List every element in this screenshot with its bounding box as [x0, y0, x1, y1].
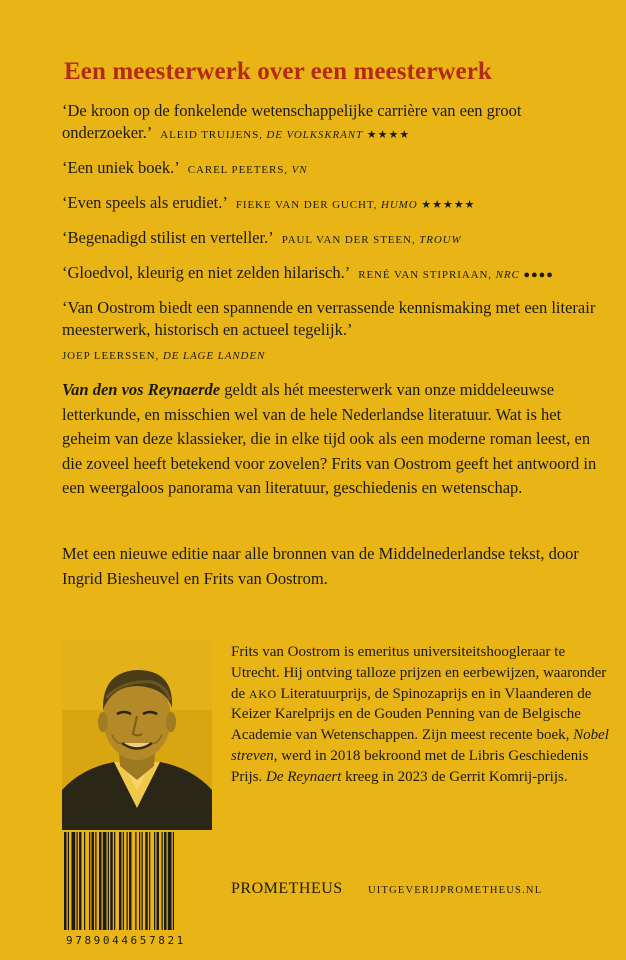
quote-source [282, 234, 462, 246]
quote-text: ‘Begenadigd stilist en verteller.’ [62, 228, 274, 247]
bio-book-title: Nobel streven [231, 727, 609, 764]
quote-rating: ★★★★★ [421, 199, 476, 211]
quote-source [358, 269, 554, 281]
quote-source [62, 345, 610, 367]
blurb-paragraph [62, 378, 602, 501]
review-quote [62, 227, 610, 251]
author-bio [231, 642, 611, 788]
quote-text: ‘Even speels als erudiet.’ [62, 193, 228, 212]
bio-text: kreeg in 2023 de Gerrit Komrij-prijs. [341, 768, 568, 785]
isbn-barcode [62, 832, 212, 952]
publisher-logo: PROMETHEUS [231, 880, 343, 897]
quote-text: ‘Een uniek boek.’ [62, 158, 180, 177]
quote-author: CAREL PEETERS, [187, 164, 288, 176]
quote-publication: HUMO [380, 199, 418, 211]
quote-publication: TROUW [419, 234, 462, 246]
review-quotes [62, 100, 610, 378]
barcode-bars [62, 832, 212, 932]
review-quote [62, 157, 610, 181]
review-quote [62, 100, 610, 146]
quote-publication: VN [291, 164, 308, 176]
isbn-number: 9789044657821 [66, 934, 186, 947]
bio-text: Frits van Oostrom is emeritus universiteitshoogleraar te Utrecht. Hij ontving talloze prijzen en eerbewijzen, waaronder de [231, 644, 607, 702]
author-portrait-image [62, 640, 212, 830]
book-title-lead: Van den vos Reynaerde [62, 380, 221, 399]
blurb-text: geldt als hét meesterwerk van onze middeleeuwse letterkunde, en misschien wel van de hele Nederlandse literatuur. Wat is het geheim van deze klassieker, die in elke tijd ook als een moderne roman leest, en die zoveel heeft betekend voor zovelen? Frits van Oostrom geeft het antwoord in een weergaloos panorama van literatuur, geschiedenis en wetenschap. [62, 380, 597, 497]
quote-rating: ●●●● [523, 269, 554, 281]
quote-author: ALEID TRUIJENS, [160, 129, 263, 141]
quote-publication: DE VOLKSKRANT [266, 129, 364, 141]
bio-book-title: De Reynaert [266, 768, 342, 785]
publisher-website: UITGEVERIJPROMETHEUS.NL [368, 885, 543, 896]
quote-source [188, 164, 308, 176]
quote-publication: DE LAGE LANDEN [162, 350, 266, 362]
cover-heading: Een meesterwerk over een meesterwerk [64, 58, 492, 85]
review-quote [62, 262, 610, 286]
quote-author: RENÉ VAN STIPRIAAN, [358, 269, 492, 281]
quote-text: ‘Gloedvol, kleurig en niet zelden hilarisch.’ [62, 263, 351, 282]
quote-source [236, 199, 476, 211]
quote-author: JOEP LEERSSEN, [62, 350, 160, 362]
quote-rating: ★★★★ [366, 129, 411, 141]
bio-text: , werd in 2018 bekroond met de Libris Geschiedenis Prijs. [231, 747, 589, 785]
quote-author: FIEKE VAN DER GUCHT, [235, 199, 378, 211]
bio-text: Literatuurprijs, de Spinozaprijs en in Vlaanderen de Keizer Karelprijs en de Gouden Penning van de Belgische Academie van Wetenschappen. Zijn meest recente boek, [231, 685, 592, 744]
quote-source [160, 129, 410, 141]
quote-text: ‘De kroon op de fonkelende wetenschappelijke carrière van een groot onderzoeker.’ [62, 101, 522, 142]
quote-text: ‘Van Oostrom biedt een spannende en verrassende kennismaking met een literair meesterwerk, historisch en actueel tegelijk.’ [62, 298, 596, 339]
quote-author: PAUL VAN DER STEEN, [281, 234, 416, 246]
review-quote [62, 297, 610, 367]
quote-publication: NRC [495, 269, 520, 281]
bio-award-abbrev: AKO [248, 686, 277, 701]
edition-paragraph: Met een nieuwe editie naar alle bronnen van de Middelnederlandse tekst, door Ingrid Biesheuvel en Frits van Oostrom. [62, 544, 579, 588]
author-photo [62, 640, 212, 830]
review-quote [62, 192, 610, 216]
